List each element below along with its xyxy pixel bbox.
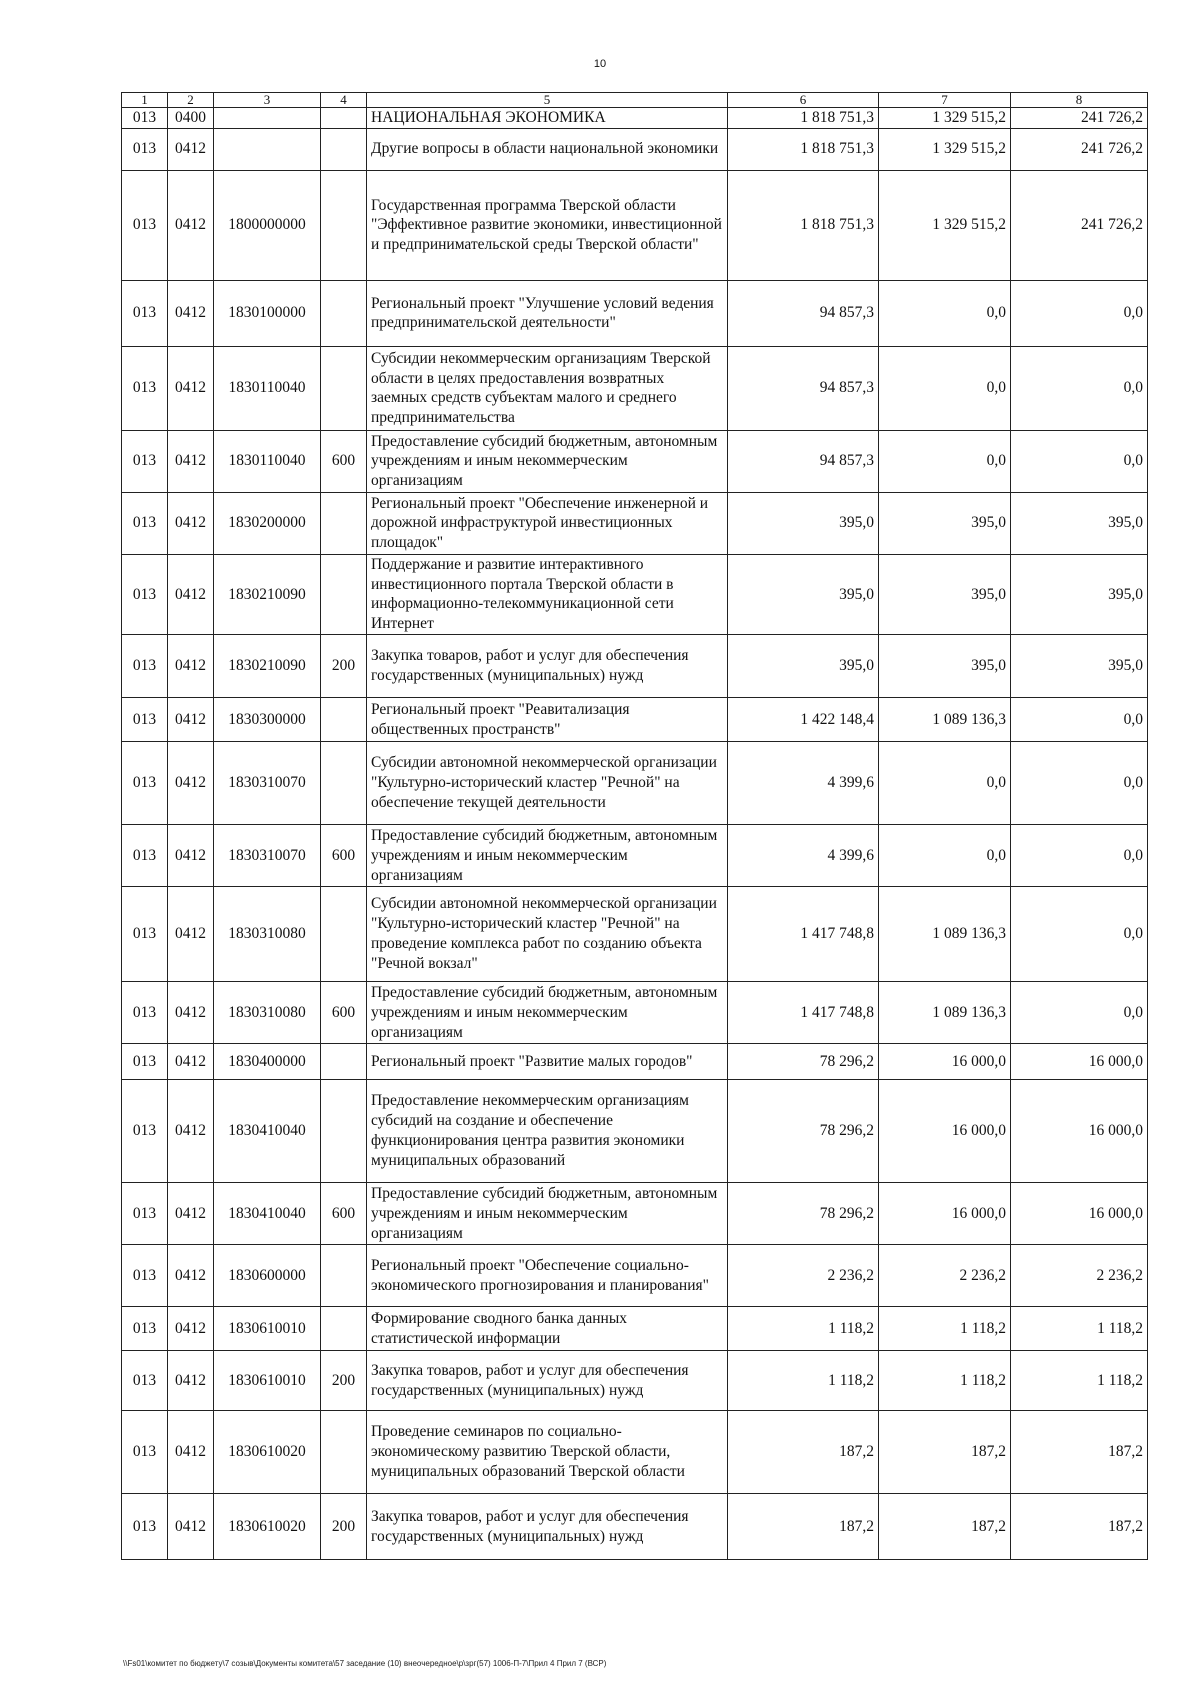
amount-col7-cell: 1 329 515,2 <box>879 128 1011 170</box>
amount-col7-cell: 0,0 <box>879 346 1011 430</box>
amount-col7-cell: 187,2 <box>879 1494 1011 1560</box>
table-row <box>122 1044 1148 1080</box>
target-article-cell: 1830110040 <box>214 346 321 430</box>
amount-col6-cell: 94 857,3 <box>728 280 879 346</box>
table-row <box>122 887 1148 982</box>
chapter-code-cell: 013 <box>122 1307 168 1351</box>
column-header: 1 <box>122 93 168 108</box>
target-article-cell: 1800000000 <box>214 170 321 280</box>
chapter-code-cell: 013 <box>122 635 168 698</box>
section-code-cell: 0412 <box>168 128 214 170</box>
expense-type-cell <box>321 698 367 742</box>
amount-col8-cell: 0,0 <box>1011 698 1148 742</box>
item-name-cell: Региональный проект "Улучшение условий ведения предпринимательской деятельности" <box>367 280 728 346</box>
table-row <box>122 742 1148 825</box>
chapter-code-cell: 013 <box>122 554 168 634</box>
amount-col8-cell: 1 118,2 <box>1011 1307 1148 1351</box>
target-article-cell: 1830300000 <box>214 698 321 742</box>
table-row <box>122 108 1148 129</box>
expense-type-cell <box>321 346 367 430</box>
chapter-code-cell: 013 <box>122 887 168 982</box>
amount-col8-cell: 1 118,2 <box>1011 1351 1148 1411</box>
chapter-code-cell: 013 <box>122 346 168 430</box>
expense-type-cell <box>321 170 367 280</box>
section-code-cell: 0412 <box>168 346 214 430</box>
amount-col6-cell: 1 818 751,3 <box>728 128 879 170</box>
section-code-cell: 0412 <box>168 698 214 742</box>
target-article-cell: 1830400000 <box>214 1044 321 1080</box>
expense-type-cell <box>321 554 367 634</box>
target-article-cell: 1830410040 <box>214 1080 321 1183</box>
amount-col6-cell: 1 422 148,4 <box>728 698 879 742</box>
column-header-row <box>122 93 1148 108</box>
table-row <box>122 128 1148 170</box>
amount-col7-cell: 2 236,2 <box>879 1245 1011 1307</box>
amount-col6-cell: 1 118,2 <box>728 1307 879 1351</box>
amount-col8-cell: 0,0 <box>1011 887 1148 982</box>
target-article-cell: 1830210090 <box>214 554 321 634</box>
item-name-cell: Другие вопросы в области национальной экономики <box>367 128 728 170</box>
section-code-cell: 0412 <box>168 1494 214 1560</box>
section-code-cell: 0412 <box>168 280 214 346</box>
amount-col8-cell: 187,2 <box>1011 1411 1148 1494</box>
amount-col6-cell: 1 818 751,3 <box>728 108 879 129</box>
table-row <box>122 982 1148 1044</box>
amount-col7-cell: 0,0 <box>879 742 1011 825</box>
page-number: 10 <box>593 58 607 70</box>
target-article-cell <box>214 128 321 170</box>
amount-col6-cell: 395,0 <box>728 492 879 554</box>
expense-type-cell: 200 <box>321 1494 367 1560</box>
column-header: 8 <box>1011 93 1148 108</box>
amount-col8-cell: 395,0 <box>1011 635 1148 698</box>
amount-col7-cell: 187,2 <box>879 1411 1011 1494</box>
budget-table <box>121 92 1148 1560</box>
amount-col8-cell: 0,0 <box>1011 742 1148 825</box>
amount-col8-cell: 16 000,0 <box>1011 1080 1148 1183</box>
section-code-cell: 0412 <box>168 1044 214 1080</box>
amount-col6-cell: 1 417 748,8 <box>728 887 879 982</box>
item-name-cell: Предоставление субсидий бюджетным, автономным учреждениям и иным некоммерческим организациям <box>367 825 728 887</box>
table-row <box>122 1245 1148 1307</box>
table-row <box>122 430 1148 492</box>
item-name-cell: Формирование сводного банка данных статистической информации <box>367 1307 728 1351</box>
amount-col8-cell: 241 726,2 <box>1011 170 1148 280</box>
item-name-cell: Закупка товаров, работ и услуг для обеспечения государственных (муниципальных) нужд <box>367 635 728 698</box>
item-name-cell: Региональный проект "Обеспечение инженерной и дорожной инфраструктурой инвестиционных площадок" <box>367 492 728 554</box>
item-name-cell: Проведение семинаров по социально-экономическому развитию Тверской области, муниципальных образований Тверской области <box>367 1411 728 1494</box>
amount-col6-cell: 395,0 <box>728 554 879 634</box>
amount-col6-cell: 1 417 748,8 <box>728 982 879 1044</box>
amount-col7-cell: 1 089 136,3 <box>879 982 1011 1044</box>
amount-col8-cell: 395,0 <box>1011 492 1148 554</box>
amount-col6-cell: 1 818 751,3 <box>728 170 879 280</box>
target-article-cell: 1830610010 <box>214 1307 321 1351</box>
amount-col7-cell: 1 329 515,2 <box>879 108 1011 129</box>
chapter-code-cell: 013 <box>122 492 168 554</box>
expense-type-cell: 600 <box>321 1183 367 1245</box>
item-name-cell: Закупка товаров, работ и услуг для обеспечения государственных (муниципальных) нужд <box>367 1351 728 1411</box>
item-name-cell: Предоставление некоммерческим организациям субсидий на создание и обеспечение функционирования центра развития экономики муниципальных образований <box>367 1080 728 1183</box>
column-header: 5 <box>367 93 728 108</box>
amount-col7-cell: 1 329 515,2 <box>879 170 1011 280</box>
item-name-cell: Региональный проект "Развитие малых городов" <box>367 1044 728 1080</box>
expense-type-cell <box>321 1080 367 1183</box>
expense-type-cell <box>321 280 367 346</box>
chapter-code-cell: 013 <box>122 430 168 492</box>
chapter-code-cell: 013 <box>122 1411 168 1494</box>
section-code-cell: 0412 <box>168 430 214 492</box>
table-row <box>122 492 1148 554</box>
chapter-code-cell: 013 <box>122 1494 168 1560</box>
target-article-cell: 1830600000 <box>214 1245 321 1307</box>
column-header: 2 <box>168 93 214 108</box>
column-header: 3 <box>214 93 321 108</box>
table-row <box>122 825 1148 887</box>
target-article-cell <box>214 108 321 129</box>
item-name-cell: Закупка товаров, работ и услуг для обеспечения государственных (муниципальных) нужд <box>367 1494 728 1560</box>
section-code-cell: 0412 <box>168 742 214 825</box>
target-article-cell: 1830610010 <box>214 1351 321 1411</box>
item-name-cell: Субсидии автономной некоммерческой организации "Культурно-исторический кластер "Речной" на обеспечение текущей деятельности <box>367 742 728 825</box>
amount-col6-cell: 4 399,6 <box>728 825 879 887</box>
section-code-cell: 0412 <box>168 170 214 280</box>
expense-type-cell <box>321 887 367 982</box>
table-row <box>122 1080 1148 1183</box>
expense-type-cell <box>321 1245 367 1307</box>
amount-col7-cell: 1 118,2 <box>879 1351 1011 1411</box>
amount-col7-cell: 1 118,2 <box>879 1307 1011 1351</box>
amount-col6-cell: 187,2 <box>728 1494 879 1560</box>
amount-col6-cell: 395,0 <box>728 635 879 698</box>
amount-col8-cell: 2 236,2 <box>1011 1245 1148 1307</box>
expense-type-cell: 600 <box>321 982 367 1044</box>
expense-type-cell <box>321 1411 367 1494</box>
chapter-code-cell: 013 <box>122 982 168 1044</box>
amount-col6-cell: 1 118,2 <box>728 1351 879 1411</box>
chapter-code-cell: 013 <box>122 825 168 887</box>
amount-col7-cell: 395,0 <box>879 635 1011 698</box>
amount-col7-cell: 16 000,0 <box>879 1080 1011 1183</box>
table-row <box>122 635 1148 698</box>
expense-type-cell: 200 <box>321 635 367 698</box>
section-code-cell: 0412 <box>168 1411 214 1494</box>
expense-type-cell <box>321 1307 367 1351</box>
chapter-code-cell: 013 <box>122 280 168 346</box>
amount-col7-cell: 1 089 136,3 <box>879 887 1011 982</box>
target-article-cell: 1830310070 <box>214 825 321 887</box>
item-name-cell: Региональный проект "Реавитализация общественных пространств" <box>367 698 728 742</box>
item-name-cell: Предоставление субсидий бюджетным, автономным учреждениям и иным некоммерческим организациям <box>367 1183 728 1245</box>
amount-col7-cell: 395,0 <box>879 554 1011 634</box>
chapter-code-cell: 013 <box>122 1044 168 1080</box>
expense-type-cell: 200 <box>321 1351 367 1411</box>
column-header: 4 <box>321 93 367 108</box>
chapter-code-cell: 013 <box>122 1183 168 1245</box>
target-article-cell: 1830310070 <box>214 742 321 825</box>
amount-col7-cell: 0,0 <box>879 280 1011 346</box>
amount-col8-cell: 0,0 <box>1011 430 1148 492</box>
section-code-cell: 0412 <box>168 887 214 982</box>
amount-col6-cell: 78 296,2 <box>728 1183 879 1245</box>
amount-col8-cell: 241 726,2 <box>1011 108 1148 129</box>
amount-col7-cell: 1 089 136,3 <box>879 698 1011 742</box>
amount-col8-cell: 0,0 <box>1011 825 1148 887</box>
target-article-cell: 1830610020 <box>214 1411 321 1494</box>
amount-col6-cell: 94 857,3 <box>728 346 879 430</box>
table-row <box>122 170 1148 280</box>
amount-col8-cell: 187,2 <box>1011 1494 1148 1560</box>
item-name-cell: Предоставление субсидий бюджетным, автономным учреждениям и иным некоммерческим организациям <box>367 982 728 1044</box>
amount-col8-cell: 241 726,2 <box>1011 128 1148 170</box>
table-row <box>122 1411 1148 1494</box>
amount-col6-cell: 2 236,2 <box>728 1245 879 1307</box>
table-row <box>122 554 1148 634</box>
column-header: 7 <box>879 93 1011 108</box>
table-row <box>122 1307 1148 1351</box>
expense-type-cell <box>321 128 367 170</box>
amount-col6-cell: 4 399,6 <box>728 742 879 825</box>
footer-file-path: \\Fs01\комитет по бюджету\7 созыв\Документы комитета\57 заседание (10) внеочередное\р\зрг(57) 1006-П-7\Прил 4 Прил 7 (ВСР) <box>123 1659 607 1668</box>
expense-type-cell <box>321 742 367 825</box>
table-row <box>122 1351 1148 1411</box>
chapter-code-cell: 013 <box>122 742 168 825</box>
item-name-cell: Предоставление субсидий бюджетным, автономным учреждениям и иным некоммерческим организациям <box>367 430 728 492</box>
amount-col7-cell: 16 000,0 <box>879 1044 1011 1080</box>
expense-type-cell: 600 <box>321 825 367 887</box>
section-code-cell: 0400 <box>168 108 214 129</box>
table-row <box>122 698 1148 742</box>
chapter-code-cell: 013 <box>122 1351 168 1411</box>
amount-col6-cell: 94 857,3 <box>728 430 879 492</box>
table-row <box>122 1494 1148 1560</box>
section-code-cell: 0412 <box>168 1351 214 1411</box>
chapter-code-cell: 013 <box>122 170 168 280</box>
item-name-cell: НАЦИОНАЛЬНАЯ ЭКОНОМИКА <box>367 108 728 129</box>
amount-col7-cell: 395,0 <box>879 492 1011 554</box>
item-name-cell: Региональный проект "Обеспечение социально-экономического прогнозирования и планирования" <box>367 1245 728 1307</box>
section-code-cell: 0412 <box>168 825 214 887</box>
section-code-cell: 0412 <box>168 1080 214 1183</box>
amount-col8-cell: 16 000,0 <box>1011 1183 1148 1245</box>
chapter-code-cell: 013 <box>122 1245 168 1307</box>
target-article-cell: 1830310080 <box>214 887 321 982</box>
column-header: 6 <box>728 93 879 108</box>
chapter-code-cell: 013 <box>122 698 168 742</box>
target-article-cell: 1830200000 <box>214 492 321 554</box>
item-name-cell: Поддержание и развитие интерактивного инвестиционного портала Тверской области в информационно-телекоммуникационной сети Интернет <box>367 554 728 634</box>
amount-col7-cell: 0,0 <box>879 430 1011 492</box>
target-article-cell: 1830110040 <box>214 430 321 492</box>
target-article-cell: 1830610020 <box>214 1494 321 1560</box>
section-code-cell: 0412 <box>168 554 214 634</box>
item-name-cell: Субсидии автономной некоммерческой организации "Культурно-исторический кластер "Речной" на проведение комплекса работ по созданию объекта "Речной вокзал" <box>367 887 728 982</box>
section-code-cell: 0412 <box>168 1307 214 1351</box>
amount-col7-cell: 16 000,0 <box>879 1183 1011 1245</box>
expense-type-cell: 600 <box>321 430 367 492</box>
expense-type-cell <box>321 1044 367 1080</box>
amount-col8-cell: 0,0 <box>1011 280 1148 346</box>
amount-col8-cell: 0,0 <box>1011 346 1148 430</box>
target-article-cell: 1830210090 <box>214 635 321 698</box>
chapter-code-cell: 013 <box>122 128 168 170</box>
expense-type-cell <box>321 108 367 129</box>
table-row <box>122 280 1148 346</box>
chapter-code-cell: 013 <box>122 108 168 129</box>
section-code-cell: 0412 <box>168 492 214 554</box>
amount-col6-cell: 78 296,2 <box>728 1044 879 1080</box>
chapter-code-cell: 013 <box>122 1080 168 1183</box>
expense-type-cell <box>321 492 367 554</box>
amount-col6-cell: 78 296,2 <box>728 1080 879 1183</box>
section-code-cell: 0412 <box>168 1245 214 1307</box>
amount-col8-cell: 16 000,0 <box>1011 1044 1148 1080</box>
target-article-cell: 1830310080 <box>214 982 321 1044</box>
amount-col7-cell: 0,0 <box>879 825 1011 887</box>
table-row <box>122 1183 1148 1245</box>
target-article-cell: 1830410040 <box>214 1183 321 1245</box>
table-body <box>122 108 1148 1560</box>
item-name-cell: Государственная программа Тверской области "Эффективное развитие экономики, инвестиционной и предпринимательской среды Тверской области" <box>367 170 728 280</box>
section-code-cell: 0412 <box>168 635 214 698</box>
amount-col8-cell: 0,0 <box>1011 982 1148 1044</box>
section-code-cell: 0412 <box>168 1183 214 1245</box>
section-code-cell: 0412 <box>168 982 214 1044</box>
target-article-cell: 1830100000 <box>214 280 321 346</box>
amount-col6-cell: 187,2 <box>728 1411 879 1494</box>
amount-col8-cell: 395,0 <box>1011 554 1148 634</box>
table-row <box>122 346 1148 430</box>
item-name-cell: Субсидии некоммерческим организациям Тверской области в целях предоставления возвратных заемных средств субъектам малого и среднего предпринимательства <box>367 346 728 430</box>
